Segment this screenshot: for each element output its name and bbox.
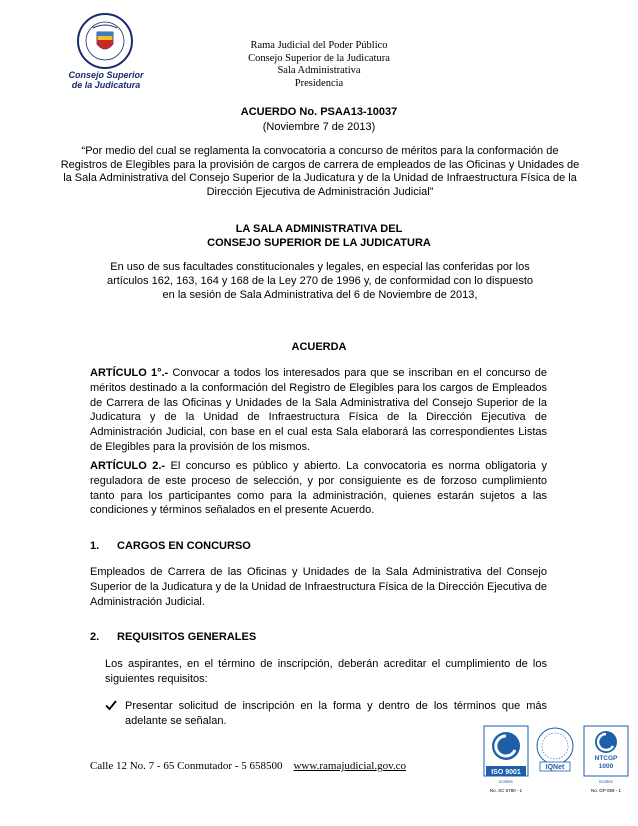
iqnet-logo-icon: [537, 728, 573, 771]
ntcgp-icontec: icontec: [598, 779, 614, 784]
iqnet-label: IQNet: [545, 764, 565, 771]
articulo-2-label: ARTÍCULO 2.-: [90, 460, 166, 472]
articulo-2-text: El concurso es público y abierto. La convocatoria es norma obligatoria y reguladora de este proceso de selección, y por consiguiente es de forzoso cumplimiento tanto para los participantes como para la administración, quienes estarán sujetos a las condiciones y términos señalados en el presente Acuerdo.: [90, 460, 547, 517]
acuerdo-date: (Noviembre 7 de 2013): [262, 121, 376, 133]
header-line4: Presidencia: [294, 77, 344, 89]
footer-address: Calle 12 No. 7 - 65 Conmutador - 5 658500: [90, 760, 283, 772]
sala-line2: CONSEJO SUPERIOR DE LA JUDICATURA: [207, 237, 431, 249]
section-1-title: CARGOS EN CONCURSO: [117, 540, 251, 552]
footer-url[interactable]: www.ramajudicial.gov.co: [293, 760, 406, 772]
iso-cert-number: No. SC 5780 - 1: [489, 788, 523, 793]
section-1-number: 1.: [90, 540, 100, 552]
header-line2: Consejo Superior de la Judicatura: [248, 52, 390, 64]
ntcgp-label-2: 1000: [598, 763, 614, 770]
articulo-2: [90, 459, 547, 518]
certification-logos: [482, 722, 632, 800]
articulo-1: [90, 366, 547, 455]
section-2-number: 2.: [90, 631, 100, 643]
acuerdo-title: ACUERDO No. PSAA13-10037: [240, 106, 398, 118]
iso-label: ISO 9001: [491, 769, 521, 776]
acuerda-heading: ACUERDA: [291, 341, 347, 353]
articulo-1-text: Convocar a todos los interesados para que se inscriban en el concurso de méritos destinado a la conformación del Registro de Elegibles para los cargos de Empleados de Carrera de las Oficinas y Unidades de la Sala Administrativa del Consejo Superior de la Judicatura y de la Unidad de Infraestructura Física de la Dirección Ejecutiva de Administración Judicial, con base en el cual esta Sala elaborará las correspondientes Listas de Elegibles para la provisión de los mismos.: [90, 367, 547, 453]
facultades-paragraph: En uso de sus facultades constitucionales y legales, en especial las conferidas por los artículos 162, 163, 164 y 168 de la Ley 270 de 1996 y, de conformidad con lo dispuesto en la sesión de Sala Administrativa del 6 de Noviembre de 2013,: [106, 261, 534, 301]
sala-heading: [0, 222, 638, 250]
requirement-text: Presentar solicitud de inscripción en la forma y dentro de los términos que más adelante se señalan.: [125, 700, 547, 727]
footer: [90, 760, 406, 772]
requirement-item: [105, 699, 547, 729]
section-2-heading: [90, 631, 256, 643]
checkmark-icon: [105, 699, 117, 716]
sala-line1: LA SALA ADMINISTRATIVA DEL: [235, 223, 403, 235]
section-2-title: REQUISITOS GENERALES: [117, 631, 257, 643]
ntcgp-cert-number: No. GP 059 - 1: [591, 788, 621, 793]
section-2-body: Los aspirantes, en el término de inscripción, deberán acreditar el cumplimiento de los siguientes requisitos:: [105, 658, 547, 685]
institution-header: [0, 40, 638, 90]
section-1-heading: [90, 540, 251, 552]
logo-name-line1: Consejo Superior: [68, 70, 144, 80]
articulo-1-label: ARTÍCULO 1°.-: [90, 367, 169, 379]
ntcgp-1000-logo-icon: [584, 726, 628, 793]
header-line3: Sala Administrativa: [277, 65, 361, 76]
section-1-body: Empleados de Carrera de las Oficinas y Unidades de la Sala Administrativa del Consejo Superior de la Judicatura y de la Unidad de Infraestructura Física de la Dirección Ejecutiva de Administración Judicial.: [90, 566, 547, 608]
iso-icontec: icontec: [498, 779, 514, 784]
ntcgp-label-1: NTCGP: [594, 755, 618, 762]
header-line1: Rama Judicial del Poder Público: [250, 40, 388, 51]
acuerdo-quote: “Por medio del cual se reglamenta la convocatoria a concurso de méritos para la conformación de Registros de Elegibles para la provisión de cargos de carrera de empleados de las Oficinas y Unidades de la Sala Administrativa del Consejo Superior de la Judicatura y de la Unidad de Infraestructura Física de la Dirección Ejecutiva de Administración Judicial”: [60, 145, 580, 198]
iso-9001-logo-icon: [484, 726, 528, 793]
logo-name-line2: de la Judicatura: [71, 80, 141, 90]
